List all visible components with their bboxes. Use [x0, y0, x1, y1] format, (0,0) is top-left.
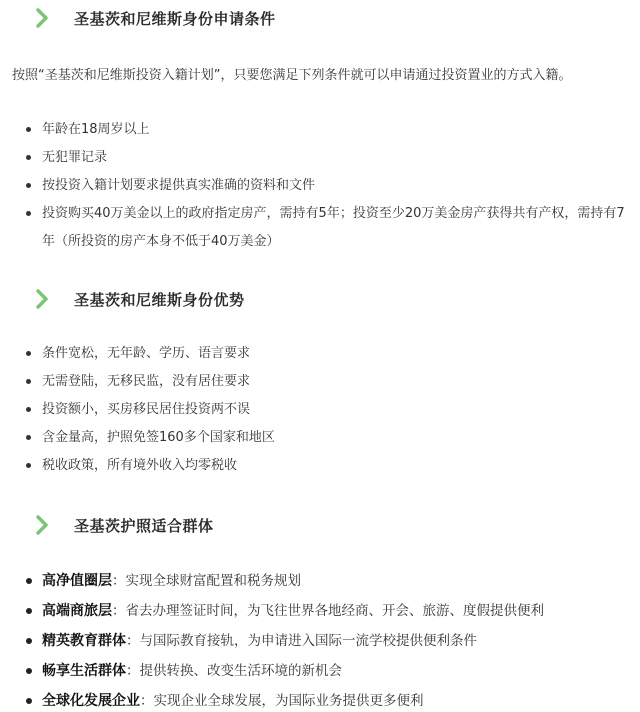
group-name: 畅享生活群体: [42, 663, 126, 679]
bullet-icon: [26, 608, 32, 614]
list-item-text: 无需登陆，无移民监，没有居住要求: [42, 374, 251, 389]
chevron-right-icon: [34, 514, 52, 536]
section-heading-groups: [34, 512, 214, 538]
bullet-icon: [26, 379, 31, 384]
group-desc: ：与国际教育接轨，为申请进入国际一流学校提供便利条件: [126, 633, 477, 649]
bullet-icon: [26, 435, 31, 440]
group-desc: ：省去办理签证时间，为飞往世界各地经商、开会、旅游、度假提供便利: [112, 603, 544, 619]
list-item-text: 按投资入籍计划要求提供真实准确的资料和文件: [42, 178, 316, 193]
group-name: 高净值圈层: [42, 573, 112, 589]
group-name: 精英教育群体: [42, 633, 126, 649]
list-item: [24, 200, 634, 256]
section-title: 圣基茨和尼维斯身份优势: [74, 290, 245, 309]
list-item-text: 年龄在18周岁以上: [42, 122, 150, 137]
group-name: 全球化发展企业: [42, 693, 140, 709]
list-item: [24, 172, 634, 200]
list-item: [24, 396, 634, 424]
bullet-icon: [26, 463, 31, 468]
list-item-text: 条件宽松，无年龄、学历、语言要求: [42, 346, 251, 361]
bullet-icon: [26, 578, 32, 584]
list-item: [24, 116, 634, 144]
bullet-icon: [26, 155, 31, 160]
groups-list: [24, 566, 634, 712]
list-item-text: 无犯罪记录: [42, 150, 108, 165]
bullet-icon: [26, 668, 32, 674]
group-desc: ：提供转换、改变生活环境的新机会: [126, 663, 342, 679]
list-item: [24, 656, 634, 686]
list-item: [24, 626, 634, 656]
section-title: 圣基茨和尼维斯身份申请条件: [74, 9, 276, 28]
list-item-text: 投资购买40万美金以上的政府指定房产，需持有5年；投资至少20万美金房产获得共有产权，需持有7年（所投资的房产本身不低于40万美金）: [42, 206, 625, 249]
advantages-list: [24, 340, 634, 480]
list-item-text: 含金量高，护照免签160多个国家和地区: [42, 430, 275, 445]
group-desc: ：实现企业全球发展，为国际业务提供更多便利: [140, 693, 424, 709]
list-item: [24, 566, 634, 596]
list-item-text: 投资额小，买房移民居住投资两不误: [42, 402, 251, 417]
group-name: 高端商旅层: [42, 603, 112, 619]
bullet-icon: [26, 698, 32, 704]
list-item: [24, 368, 634, 396]
bullet-icon: [26, 183, 31, 188]
section-title: 圣基茨护照适合群体: [74, 516, 214, 535]
list-item: [24, 452, 634, 480]
intro-paragraph: 按照“圣基茨和尼维斯投资入籍计划”，只要您满足下列条件就可以申请通过投资置业的方式入籍。: [12, 68, 572, 83]
list-item: [24, 596, 634, 626]
list-item: [24, 144, 634, 172]
bullet-icon: [26, 638, 32, 644]
list-item: [24, 424, 634, 452]
bullet-icon: [26, 407, 31, 412]
section-heading-advantages: [34, 286, 245, 312]
chevron-right-icon: [34, 288, 52, 310]
bullet-icon: [26, 351, 31, 356]
list-item-text: 税收政策，所有境外收入均零税收: [42, 458, 238, 473]
bullet-icon: [26, 211, 31, 216]
group-desc: ：实现全球财富配置和税务规划: [112, 573, 301, 589]
chevron-right-icon: [34, 7, 52, 29]
list-item: [24, 686, 634, 712]
conditions-list: [24, 116, 634, 256]
bullet-icon: [26, 127, 31, 132]
section-heading-conditions: [34, 5, 276, 31]
list-item: [24, 340, 634, 368]
